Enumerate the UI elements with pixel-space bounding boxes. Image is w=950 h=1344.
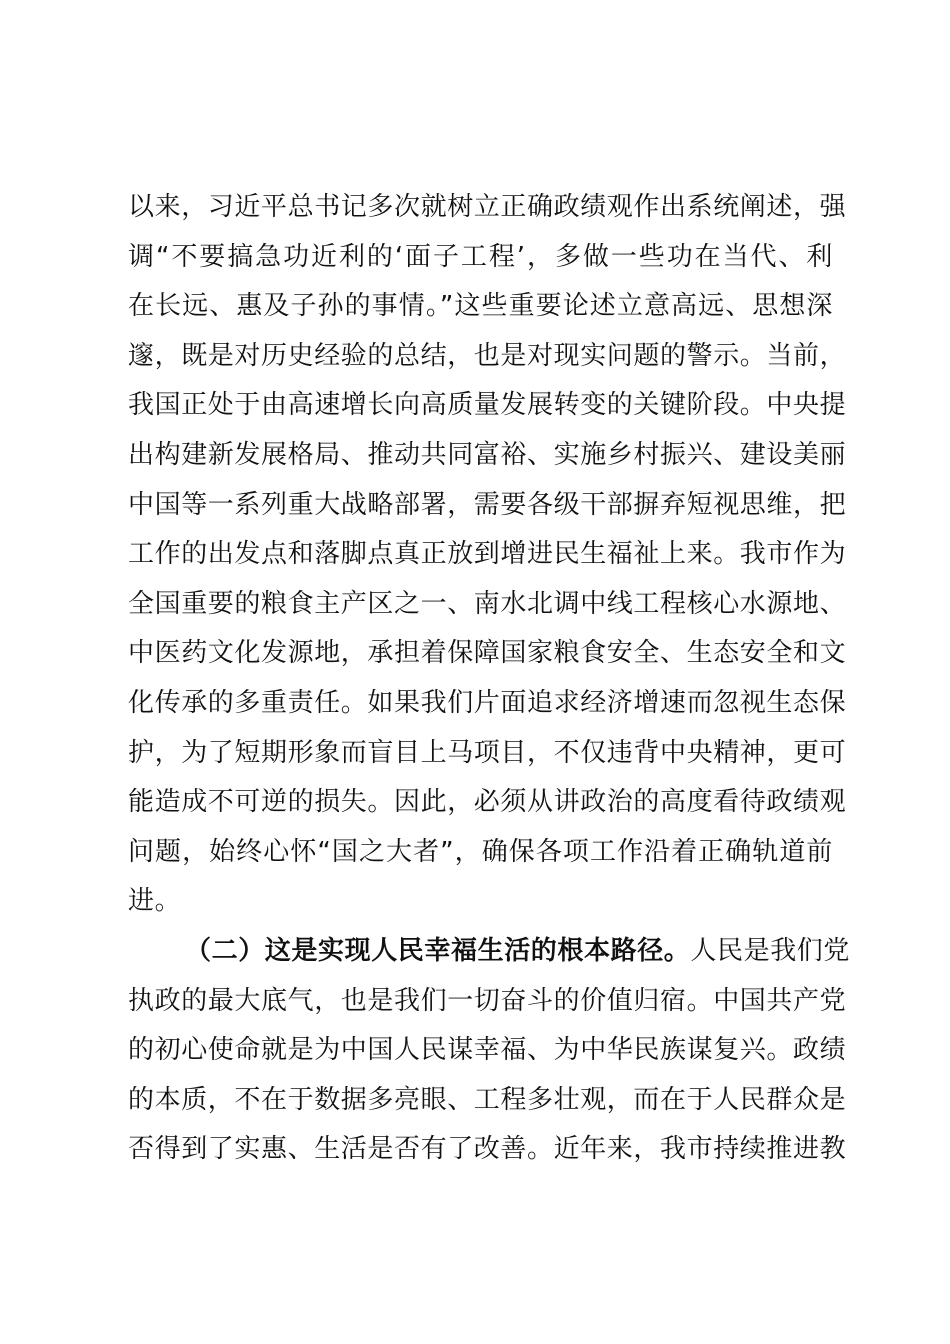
text-line: 的本质，不在于数据多亮眼、工程多壮观，而在于人民群众是 bbox=[128, 1084, 847, 1115]
text-line: 中医药文化发源地，承担着保障国家粮食安全、生态安全和文 bbox=[128, 638, 847, 669]
text-line-first bbox=[128, 927, 851, 977]
text-line: 否得到了实惠、生活是否有了改善。近年来，我市持续推进教 bbox=[128, 1134, 847, 1165]
text-line: 以来，习近平总书记多次就树立正确政绩观作出系统阐述，强 bbox=[128, 192, 847, 222]
text-line: 中国等一系列重大战略部署，需要各级干部摒弃短视思维，把 bbox=[128, 489, 847, 520]
paragraph-people-happiness bbox=[128, 927, 851, 1175]
section-heading: （二）这是实现人民幸福生活的根本路径。 bbox=[185, 935, 691, 966]
text-run: 人民是我们党 bbox=[690, 935, 851, 966]
document-body bbox=[128, 183, 851, 1175]
text-line: 调“不要搞急功近利的‘面子工程’，多做一些功在当代、利 bbox=[128, 241, 833, 272]
paragraph-political-significance bbox=[128, 183, 847, 927]
text-line: 全国重要的粮食主产区之一、南水北调中线工程核心水源地、 bbox=[128, 588, 847, 619]
text-line: 出构建新发展格局、推动共同富裕、实施乡村振兴、建设美丽 bbox=[128, 439, 847, 470]
text-line: 进。 bbox=[128, 886, 182, 917]
text-line: 我国正处于由高速增长向高质量发展转变的关键阶段。中央提 bbox=[128, 390, 847, 421]
text-line: 问题，始终心怀“国之大者”，确保各项工作沿着正确轨道前 bbox=[128, 836, 833, 867]
text-line: 能造成不可逆的损失。因此，必须从讲政治的高度看待政绩观 bbox=[128, 787, 847, 818]
text-line: 工作的出发点和落脚点真正放到增进民生福祉上来。我市作为 bbox=[128, 539, 847, 570]
text-line: 执政的最大底气，也是我们一切奋斗的价值归宿。中国共产党 bbox=[128, 985, 847, 1016]
text-line: 护，为了短期形象而盲目上马项目，不仅违背中央精神，更可 bbox=[128, 737, 847, 768]
text-line: 在长远、惠及子孙的事情。”这些重要论述立意高远、思想深 bbox=[128, 291, 833, 322]
text-line: 化传承的多重责任。如果我们片面追求经济增速而忽视生态保 bbox=[128, 687, 847, 718]
text-line: 的初心使命就是为中国人民谋幸福、为中华民族谋复兴。政绩 bbox=[128, 1035, 847, 1066]
text-line: 邃，既是对历史经验的总结，也是对现实问题的警示。当前， bbox=[128, 340, 847, 371]
